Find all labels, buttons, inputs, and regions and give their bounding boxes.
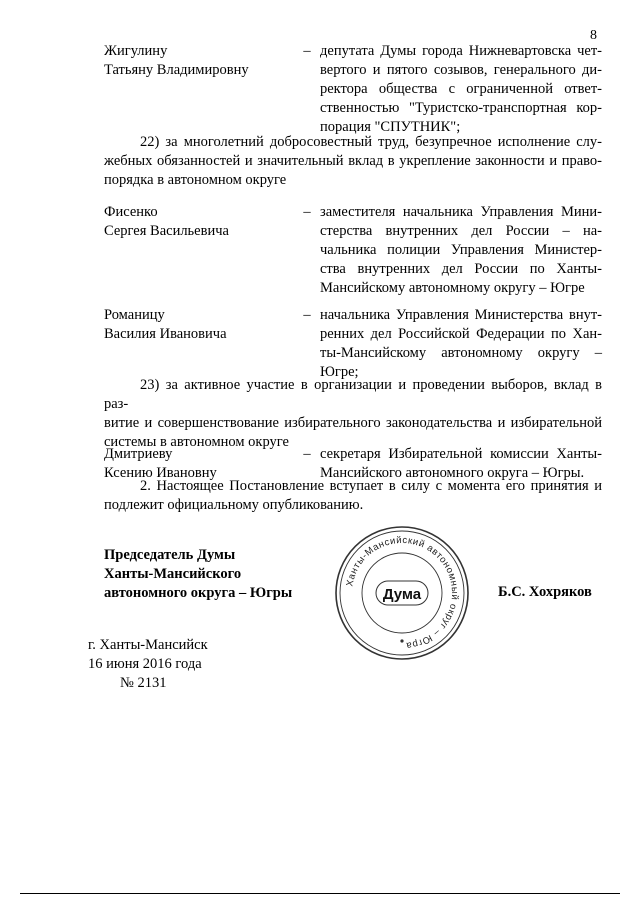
paragraph-line: жебных обязанностей и значительный вклад в укрепление законности и право- — [104, 153, 602, 169]
signatory-title-line: Председатель Думы — [104, 547, 236, 563]
description-line: чальника полиции Управления Министер- — [320, 242, 602, 258]
awardee-name-2 — [104, 203, 294, 241]
awardee-name-line: Жигулину — [104, 43, 168, 59]
description-line: секретаря Избирательной комиссии Ханты- — [320, 446, 602, 462]
paragraph-line: подлежит официальному опубликованию. — [104, 497, 364, 513]
entry-dash: – — [303, 307, 311, 323]
description-line: порация "СПУТНИК"; — [320, 119, 461, 135]
description-line: депутата Думы города Нижневартовска чет- — [320, 43, 602, 59]
description-line: ты-Мансийскому автономному округу – — [320, 345, 602, 361]
awardee-name-3 — [104, 306, 294, 344]
description-line: Мансийского автономного округа – Югры. — [320, 465, 585, 481]
description-line: вертого и пятого созывов, генерального ди- — [320, 62, 602, 78]
entry-dash: – — [303, 446, 311, 462]
awardee-name-line: Сергея Васильевича — [104, 223, 229, 239]
paragraph-22 — [104, 133, 602, 190]
awardee-name-line: Василия Ивановича — [104, 326, 227, 342]
awardee-name-line: Татьяну Владимировну — [104, 62, 249, 78]
description-line: заместителя начальника Управления Мини- — [320, 204, 602, 220]
entry-dash: – — [303, 204, 311, 220]
seal-ring-text: Ханты-Мансийский автономный округ – Югра — [344, 534, 461, 651]
seal-center-text: Дума — [382, 586, 422, 603]
page-number: 8 — [590, 28, 597, 43]
paragraph-line: витие и совершенствование избирательного законодательства и избирательной — [104, 415, 602, 431]
awardee-description-3 — [320, 306, 602, 382]
signatory-name: Б.С. Хохряков — [498, 584, 592, 600]
description-line: ства внутренних дел России по Ханты- — [320, 261, 602, 277]
paragraph-line: системы в автономном округе — [104, 434, 289, 450]
paragraph-line: 23) за активное участие в организации и проведении выборов, вклад в раз- — [104, 377, 602, 412]
entry-dash: – — [303, 43, 311, 59]
paragraph-line: 2. Настоящее Постановление вступает в силу с момента его принятия и — [140, 478, 602, 494]
description-line: Югре; — [320, 364, 359, 380]
description-line: стерства внутренних дел России – на- — [320, 223, 602, 239]
awardee-name-1 — [104, 42, 294, 80]
description-line: ренних дел Российской Федерации по Хан- — [320, 326, 602, 342]
signatory-title — [104, 546, 292, 603]
description-line: Мансийскому автономному округу – Югре — [320, 280, 585, 296]
signatory-title-line: автономного округа – Югры — [104, 585, 293, 601]
awardee-name-line: Романицу — [104, 307, 165, 323]
description-line: ректора общества с ограниченной ответ- — [320, 81, 602, 97]
awardee-name-line: Фисенко — [104, 204, 158, 220]
awardee-description-2 — [320, 203, 602, 298]
page-bottom-edge — [20, 893, 620, 894]
signatory-title-line: Ханты-Мансийского — [104, 566, 242, 582]
document-number: № 2131 — [120, 675, 167, 691]
description-line: ственностью "Туристско-транспортная кор- — [320, 100, 602, 116]
awardee-description-1 — [320, 42, 602, 137]
official-seal-stamp — [332, 523, 472, 663]
awardee-name-line: Дмитриеву — [104, 446, 173, 462]
awardee-name-line: Ксению Ивановну — [104, 465, 217, 481]
description-line: начальника Управления Министерства внут- — [320, 307, 602, 323]
document-place: г. Ханты-Мансийск — [88, 637, 208, 653]
paragraph-line: 22) за многолетний добросовестный труд, безупречное исполнение слу- — [140, 134, 602, 150]
paragraph-line: порядка в автономном округе — [104, 172, 287, 188]
document-footer — [88, 636, 208, 693]
paragraph-2 — [104, 477, 602, 515]
paragraph-23 — [104, 376, 602, 452]
document-date: 16 июня 2016 года — [88, 656, 202, 672]
